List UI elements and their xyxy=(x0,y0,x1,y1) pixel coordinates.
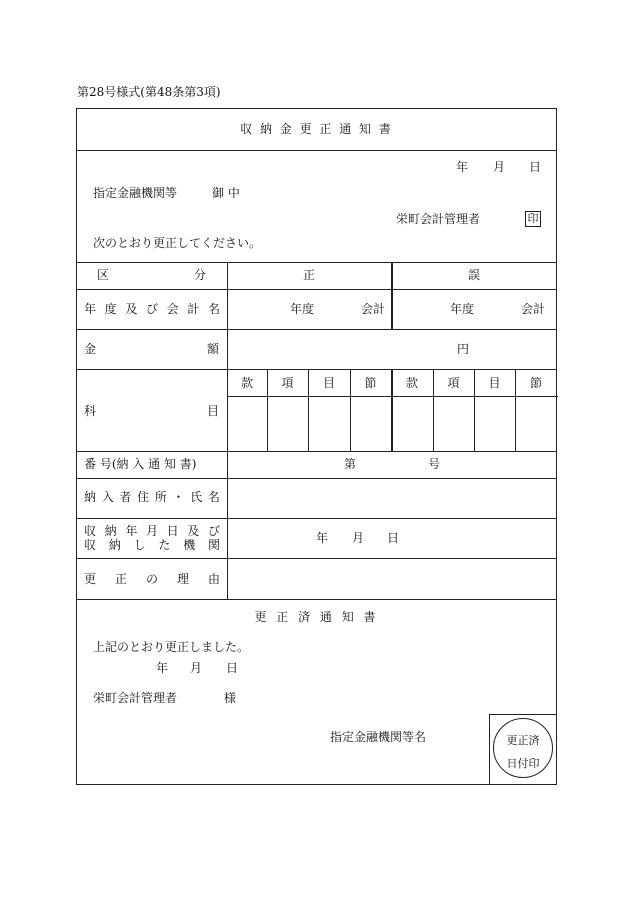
label-char: 納 xyxy=(104,524,117,538)
label-char: し xyxy=(133,538,146,552)
label-char: 住 xyxy=(137,490,150,504)
header-category-b: 分 xyxy=(194,268,207,282)
label-char: 理 xyxy=(176,572,189,586)
addressee-honorific: 御 中 xyxy=(212,186,240,200)
reason-label xyxy=(84,572,220,586)
number-prefix: 第 xyxy=(344,457,357,471)
label-char: 者 xyxy=(119,490,132,504)
payer-label xyxy=(84,490,220,504)
label-char: び xyxy=(145,302,158,316)
label-char: 計 xyxy=(187,302,200,316)
label-char: び xyxy=(207,524,220,538)
divider xyxy=(77,451,556,452)
divider xyxy=(77,599,556,600)
divider xyxy=(77,558,556,559)
notice-title: 更 正 済 通 知 書 xyxy=(254,610,379,624)
label-char: 関 xyxy=(207,538,220,552)
label-char: 年 xyxy=(125,524,138,538)
date-day: 日 xyxy=(529,160,542,174)
subject-col-kan: 款 xyxy=(405,376,418,390)
notice-to: 栄町会計管理者 xyxy=(93,691,178,705)
label-char: 更 xyxy=(84,572,97,586)
wrong-account-suffix: 会計 xyxy=(521,302,546,316)
fiscal-label xyxy=(84,302,220,316)
subject-col-moku: 目 xyxy=(488,376,501,390)
label-char: ・ xyxy=(172,490,185,504)
divider xyxy=(77,262,556,263)
notice-day: 日 xyxy=(226,661,239,675)
label-char: 度 xyxy=(104,302,117,316)
stamp-line2: 日付印 xyxy=(506,757,540,770)
form-frame xyxy=(76,108,557,785)
date-stamp-circle xyxy=(493,718,553,778)
subject-col-kan: 款 xyxy=(240,376,253,390)
amount-label-b: 額 xyxy=(207,342,220,356)
notice-honorific: 様 xyxy=(224,691,237,705)
subject-col-moku: 目 xyxy=(322,376,335,390)
label-char: 収 xyxy=(84,524,97,538)
divider xyxy=(77,518,556,519)
form-title: 収 納 金 更 正 通 知 書 xyxy=(240,122,393,136)
header-category-a: 区 xyxy=(97,268,110,282)
notice-year: 年 xyxy=(156,661,169,675)
divider xyxy=(77,289,556,290)
notice-body: 上記のとおり更正しました。 xyxy=(93,640,250,654)
label-char: 及 xyxy=(187,524,200,538)
amount-yen: 円 xyxy=(457,342,470,356)
receipt-year: 年 xyxy=(316,531,329,545)
label-char: 収 xyxy=(84,538,97,552)
label-char: 納 xyxy=(84,490,97,504)
subject-label-b: 目 xyxy=(207,404,220,418)
label-char: 正 xyxy=(114,572,127,586)
label-char: 名 xyxy=(207,302,220,316)
seal-mark: 印 xyxy=(525,211,541,227)
intro-text: 次のとおり更正してください。 xyxy=(93,236,262,250)
header-correct: 正 xyxy=(302,268,315,282)
label-char: た xyxy=(158,538,171,552)
label-char: 機 xyxy=(183,538,196,552)
subject-col-setsu: 節 xyxy=(529,376,542,390)
divider xyxy=(77,150,556,151)
subject-col-setsu: 節 xyxy=(364,376,377,390)
subject-col-kou: 項 xyxy=(447,376,460,390)
sender-name: 栄町会計管理者 xyxy=(396,212,481,226)
label-char: 納 xyxy=(108,538,121,552)
label-char: 由 xyxy=(207,572,220,586)
divider xyxy=(77,478,556,479)
label-char: 日 xyxy=(166,524,179,538)
date-month: 月 xyxy=(493,160,506,174)
number-label: 番 号(納 入 通 知 書) xyxy=(84,457,197,471)
receipt-label-line2 xyxy=(84,538,220,552)
label-char: 会 xyxy=(166,302,179,316)
stamp-line1: 更正済 xyxy=(506,734,540,747)
date-year: 年 xyxy=(456,160,469,174)
subject-col-kou: 項 xyxy=(281,376,294,390)
receipt-label-line1 xyxy=(84,524,220,538)
correct-year-suffix: 年度 xyxy=(290,302,315,316)
label-char: 及 xyxy=(125,302,138,316)
label-char: 氏 xyxy=(190,490,203,504)
subject-label-a: 科 xyxy=(84,404,97,418)
label-char: 年 xyxy=(84,302,97,316)
notice-from: 指定金融機関等名 xyxy=(330,730,427,744)
correct-account-suffix: 会計 xyxy=(361,302,386,316)
wrong-year-suffix: 年度 xyxy=(450,302,475,316)
number-suffix: 号 xyxy=(428,457,441,471)
receipt-month: 月 xyxy=(352,531,365,545)
label-char: の xyxy=(145,572,158,586)
notice-month: 月 xyxy=(190,661,203,675)
header-wrong: 誤 xyxy=(467,268,480,282)
receipt-day: 日 xyxy=(387,531,400,545)
label-char: 入 xyxy=(101,490,114,504)
label-char: 名 xyxy=(207,490,220,504)
label-char: 所 xyxy=(154,490,167,504)
divider xyxy=(77,329,556,330)
divider xyxy=(227,262,228,599)
addressee-institution: 指定金融機関等 xyxy=(93,186,178,200)
amount-label-a: 金 xyxy=(84,342,97,356)
label-char: 月 xyxy=(145,524,158,538)
form-number: 第28号様式(第48条第3項) xyxy=(77,85,221,99)
